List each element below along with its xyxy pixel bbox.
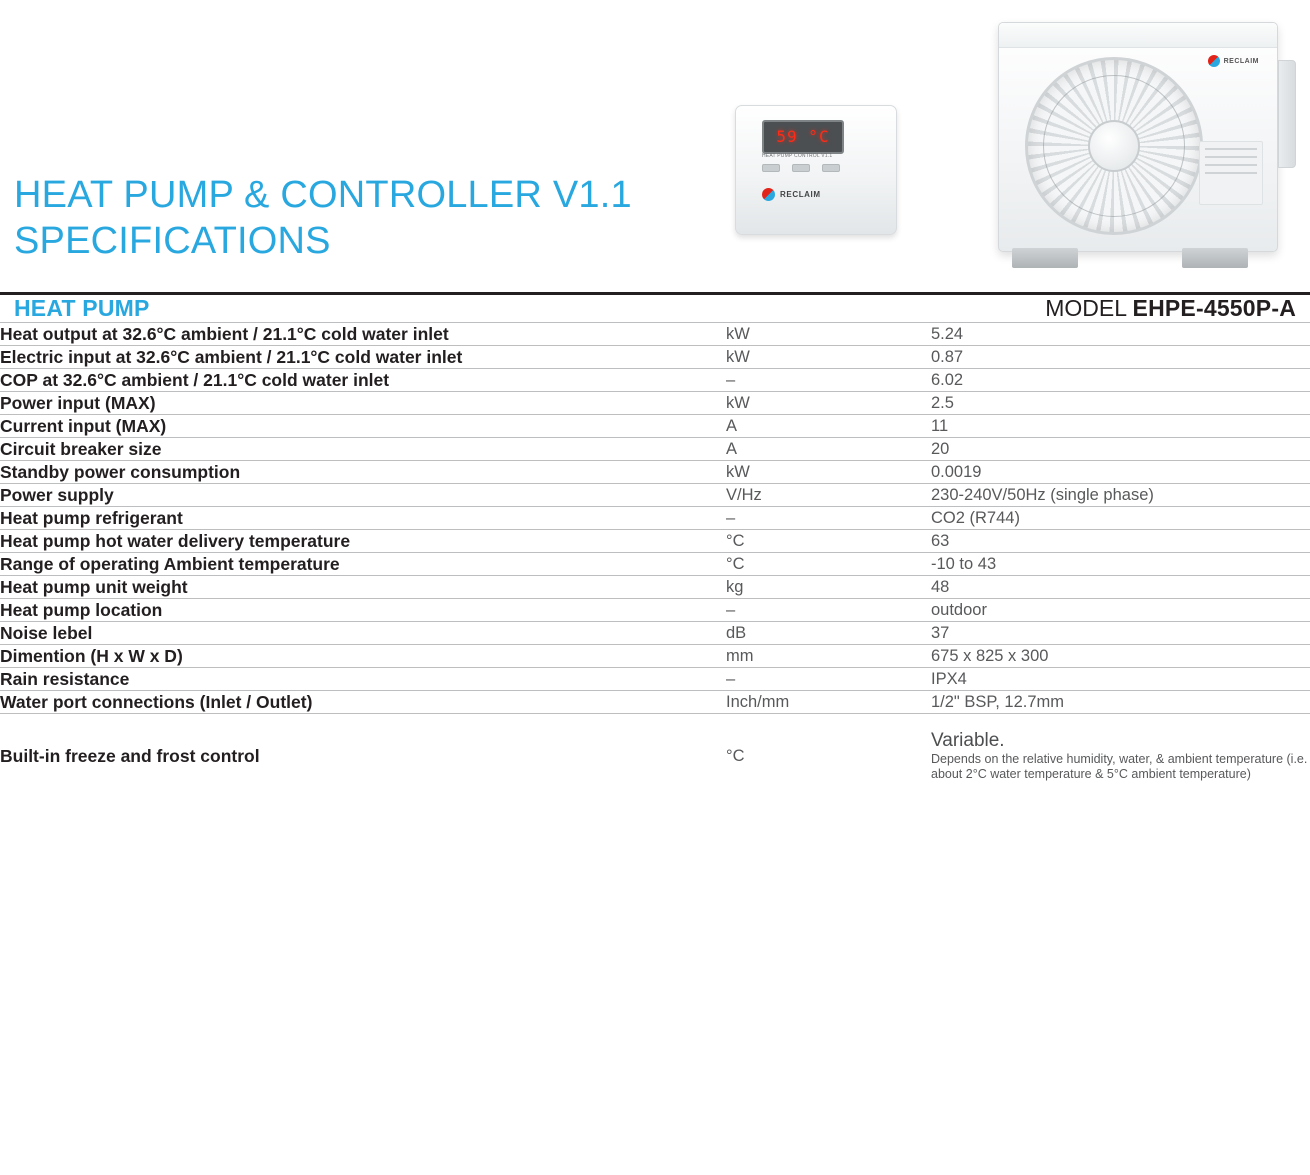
row-unit: °C xyxy=(726,746,745,765)
row-label: Heat pump hot water delivery temperature xyxy=(0,530,726,553)
row-value: 1/2" BSP, 12.7mm xyxy=(931,691,1310,714)
reclaim-logo-icon xyxy=(762,188,775,201)
heat-pump-pipe-cover xyxy=(1278,60,1296,168)
row-label: Built-in freeze and frost control xyxy=(0,746,260,766)
reclaim-logo-icon xyxy=(1208,55,1220,67)
row-unit: kW xyxy=(726,323,931,346)
table-row xyxy=(0,691,1310,714)
row-value: IPX4 xyxy=(931,668,1310,691)
controller-button-3 xyxy=(822,164,840,172)
row-value: CO2 (R744) xyxy=(931,507,1310,530)
table-row xyxy=(0,323,1310,346)
row-value: 11 xyxy=(931,415,1310,438)
row-unit: °C xyxy=(726,553,931,576)
table-row xyxy=(0,507,1310,530)
row-label: COP at 32.6°C ambient / 21.1°C cold water inlet xyxy=(0,369,726,392)
table-body xyxy=(0,323,1310,799)
controller-display-caption: HEAT PUMP CONTROL V1.1 xyxy=(762,153,833,159)
row-unit: kW xyxy=(726,346,931,369)
panel-line xyxy=(1205,156,1257,158)
row-label: Heat pump location xyxy=(0,599,726,622)
row-value: 48 xyxy=(931,576,1310,599)
row-label: Electric input at 32.6°C ambient / 21.1°C cold water inlet xyxy=(0,346,726,369)
row-label: Dimention (H x W x D) xyxy=(0,645,726,668)
row-value: 37 xyxy=(931,622,1310,645)
table-row xyxy=(0,714,1310,799)
table-row xyxy=(0,668,1310,691)
row-label: Heat pump refrigerant xyxy=(0,507,726,530)
model-label: MODEL xyxy=(1045,295,1127,321)
page-title-line-1: HEAT PUMP & CONTROLLER V1.1 xyxy=(14,174,632,216)
controller-button-1 xyxy=(762,164,780,172)
row-value: 5.24 xyxy=(931,323,1310,346)
row-label: Noise lebel xyxy=(0,622,726,645)
row-value: 2.5 xyxy=(931,392,1310,415)
row-value: 63 xyxy=(931,530,1310,553)
row-unit: V/Hz xyxy=(726,484,931,507)
row-unit: – xyxy=(726,369,931,392)
table-row xyxy=(0,415,1310,438)
row-value-strong: Variable. xyxy=(931,730,1005,751)
row-value: 230-240V/50Hz (single phase) xyxy=(931,484,1310,507)
row-unit: – xyxy=(726,668,931,691)
row-label: Standby power consumption xyxy=(0,461,726,484)
heat-pump-body xyxy=(998,22,1278,252)
table-row xyxy=(0,622,1310,645)
row-unit: – xyxy=(726,507,931,530)
row-value: 0.0019 xyxy=(931,461,1310,484)
row-value: 0.87 xyxy=(931,346,1310,369)
model-value: EHPE-4550P-A xyxy=(1132,295,1296,321)
panel-line xyxy=(1205,148,1257,150)
row-value: 20 xyxy=(931,438,1310,461)
row-label: Water port connections (Inlet / Outlet) xyxy=(0,691,726,714)
row-value: -10 to 43 xyxy=(931,553,1310,576)
table-row xyxy=(0,369,1310,392)
panel-line xyxy=(1205,164,1257,166)
controller-image xyxy=(735,105,897,235)
row-label: Power supply xyxy=(0,484,726,507)
controller-display-value: 59 °C xyxy=(776,127,830,146)
table-row xyxy=(0,484,1310,507)
controller-button-2 xyxy=(792,164,810,172)
table-row xyxy=(0,438,1310,461)
table-row xyxy=(0,576,1310,599)
table-row xyxy=(0,645,1310,668)
row-label: Heat output at 32.6°C ambient / 21.1°C cold water inlet xyxy=(0,323,726,346)
row-value: 6.02 xyxy=(931,369,1310,392)
heat-pump-foot-left xyxy=(1012,248,1078,268)
row-unit: – xyxy=(726,599,931,622)
heat-pump-image xyxy=(986,22,1286,270)
product-images xyxy=(730,0,1290,292)
controller-brand xyxy=(762,188,821,201)
table-row xyxy=(0,599,1310,622)
row-label: Power input (MAX) xyxy=(0,392,726,415)
heat-pump-brand-text: RECLAIM xyxy=(1223,57,1259,65)
heat-pump-top-panel xyxy=(999,23,1277,48)
controller-brand-text: RECLAIM xyxy=(780,190,821,199)
heat-pump-foot-right xyxy=(1182,248,1248,268)
page-title-line-2: SPECIFICATIONS xyxy=(14,220,331,262)
specifications-table xyxy=(0,295,1310,798)
row-unit: kW xyxy=(726,461,931,484)
document-header xyxy=(0,0,1310,292)
row-unit: A xyxy=(726,438,931,461)
row-value: outdoor xyxy=(931,599,1310,622)
table-row xyxy=(0,392,1310,415)
fan-grille-ring xyxy=(1043,75,1185,217)
table-row xyxy=(0,530,1310,553)
page-title xyxy=(14,172,774,264)
table-row xyxy=(0,461,1310,484)
row-unit: Inch/mm xyxy=(726,691,931,714)
row-label: Range of operating Ambient temperature xyxy=(0,553,726,576)
row-label: Rain resistance xyxy=(0,668,726,691)
model-header xyxy=(726,295,1310,323)
row-unit: mm xyxy=(726,645,931,668)
row-value: 675 x 825 x 300 xyxy=(931,645,1310,668)
table-header-row xyxy=(0,295,1310,323)
row-label: Current input (MAX) xyxy=(0,415,726,438)
heat-pump-side-panel xyxy=(1199,141,1263,205)
row-unit: kg xyxy=(726,576,931,599)
row-label: Circuit breaker size xyxy=(0,438,726,461)
table-row xyxy=(0,553,1310,576)
row-unit: °C xyxy=(726,530,931,553)
section-title: HEAT PUMP xyxy=(0,295,726,323)
heat-pump-brand xyxy=(1208,55,1259,67)
controller-display xyxy=(762,120,844,154)
row-value-note: Depends on the relative humidity, water, & ambient temperature (i.e. about 2°C water temperature & 5°C ambient temperature) xyxy=(931,752,1308,781)
table-row xyxy=(0,346,1310,369)
fan-grille-icon xyxy=(1025,57,1203,235)
row-unit: dB xyxy=(726,622,931,645)
panel-line xyxy=(1205,172,1257,174)
controller-buttons xyxy=(762,164,840,172)
row-value xyxy=(931,714,1310,799)
row-unit: kW xyxy=(726,392,931,415)
row-unit: A xyxy=(726,415,931,438)
row-label: Heat pump unit weight xyxy=(0,576,726,599)
